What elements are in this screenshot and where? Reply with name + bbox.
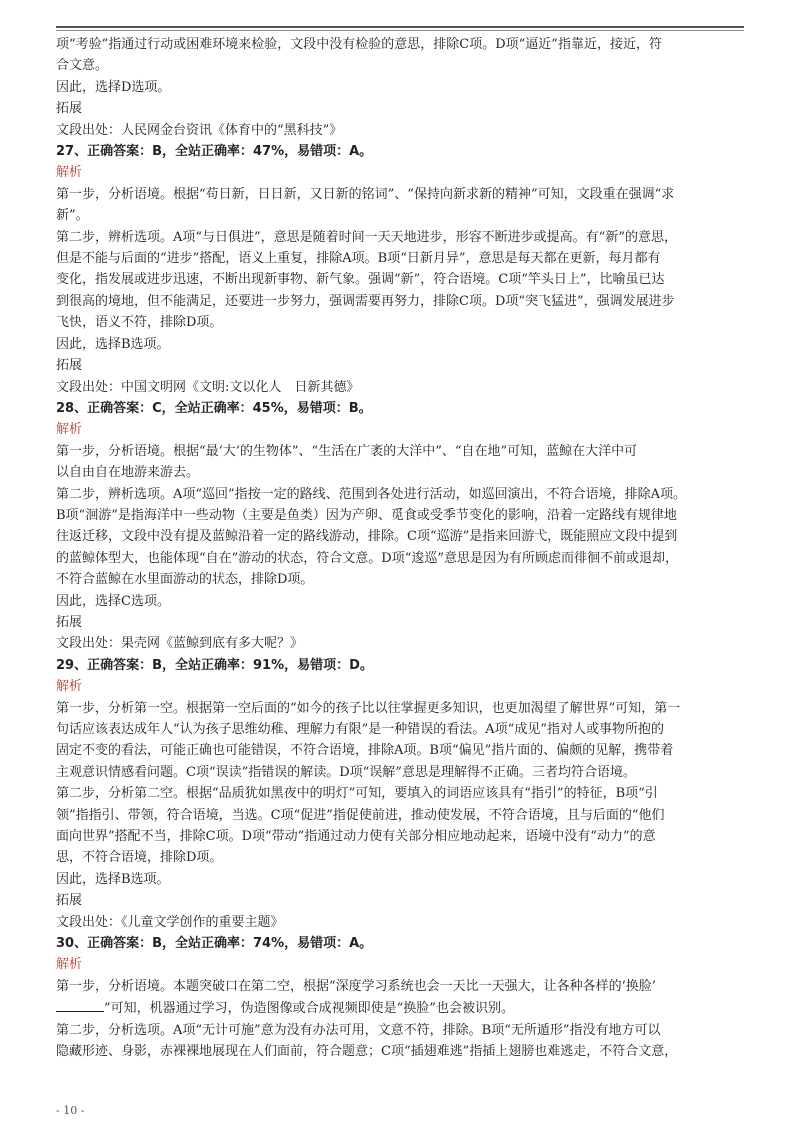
answer-heading: 30、正确答案：B，全站正确率：74%，易错项：A。	[56, 936, 373, 952]
text-line-content: ”可知，机器通过学习，伪造图像或合成视频即使是“换脸”也会被识别。	[104, 1001, 514, 1017]
text-line: B项“洄游”是指海洋中一些动物（主要是鱼类）因为产卵、觅食或受季节变化的影响，沿着一定路线有规律地	[56, 507, 677, 523]
text-line: 文段出处：《儿童文学创作的重要主题》	[56, 914, 284, 930]
text-line: 思，不符合语境，排除D项。	[56, 850, 223, 866]
text-line: 因此，选择B选项。	[56, 336, 170, 352]
text-line: 第二步，辨析选项。A项“与日俱进”，意思是随着时间一天天地进步，形容不断进步或提高。有“新”的意思，	[56, 229, 677, 245]
text-line: 文段出处：中国文明网《文明:文以化人 日新其德》	[56, 379, 360, 395]
text-line: 但是不能与后面的“进步”搭配，语义上重复，排除A项。B项“日新月异”，意思是每天都在更新，每月都有	[56, 251, 661, 267]
text-line: 的蓝鲸体型大，也能体现“自在”游动的状态，符合文意。D项“逡巡”意思是因为有所顾虑而徘徊不前或退却，	[56, 550, 679, 566]
analysis-label: 解析	[56, 957, 83, 973]
text-line: 因此，选择B选项。	[56, 871, 170, 887]
analysis-label: 解析	[56, 679, 83, 695]
text-line: 第二步，辨析选项。A项“巡回”指按一定的路线、范围到各处进行活动，如巡回演出，不符合语境，排除A项。	[56, 486, 687, 502]
fill-blank	[56, 997, 104, 1012]
text-line: 以自由自在地游来游去。	[56, 465, 200, 481]
text-line: 固定不变的看法，可能正确也可能错误，不符合语境，排除A项。B项“偏见”指片面的、偏颇的见解，携带着	[56, 743, 674, 759]
page-number: - 10 -	[56, 1104, 85, 1117]
top-rule	[56, 26, 744, 28]
text-line: 拓展	[56, 101, 83, 117]
text-line: 第一步，分析第一空。根据第一空后面的“如今的孩子比以往掌握更多知识，也更加渴望了解世界”可知，第一	[56, 700, 681, 716]
text-line: 文段出处：果壳网《蓝鲸到底有多大呢？》	[56, 636, 304, 652]
document-body	[56, 34, 746, 1063]
text-line: 领”指指引、带领，符合语境，当选。C项“促进”指促使前进，推动使发展，不符合语境，且与后面的“他们	[56, 807, 665, 823]
text-line: 拓展	[56, 893, 83, 909]
text-line: 合文意。	[56, 58, 109, 74]
top-rule-thin	[56, 30, 744, 31]
text-line: 不符合蓝鲸在水里面游动的状态，排除D项。	[56, 572, 314, 588]
text-line: 因此，选择D选项。	[56, 79, 171, 95]
text-line: 变化，指发展或进步迅速，不断出现新事物、新气象。强调“新”，符合语境。C项“竿头日上”，比喻虽已达	[56, 272, 665, 288]
text-line: 主观意识情感看问题。C项“误读”指错误的解读。D项“误解”意思是理解得不正确。三者均符合语境。	[56, 764, 636, 780]
analysis-label: 解析	[56, 422, 83, 438]
text-line: 第一步，分析语境。根据“苟日新，日日新，又日新的铭词”、“保持向新求新的精神”可知，文段重在强调“求	[56, 186, 675, 202]
text-line: 第二步，分析第二空。根据“品质犹如黑夜中的明灯”可知，要填入的词语应该具有“指引”的特征，B项“引	[56, 786, 658, 802]
text-line	[56, 997, 746, 1019]
text-line: 第一步，分析语境。根据“最‘大’的生物体”、“生活在广袤的大洋中”、“自在地”可知，蓝鲸在大洋中可	[56, 443, 638, 459]
text-line: 新”。	[56, 208, 89, 224]
text-line: 文段出处：人民网金台资讯《体育中的“黑科技”》	[56, 122, 343, 138]
text-line: 飞快，语义不符，排除D项。	[56, 315, 223, 331]
text-line: 拓展	[56, 614, 83, 630]
text-line: 隐藏形迹、身影，赤裸裸地展现在人们面前，符合题意；C项“插翅难逃”指插上翅膀也难逃走，不符合文意，	[56, 1044, 678, 1060]
analysis-label: 解析	[56, 165, 83, 181]
answer-heading: 28、正确答案：C，全站正确率：45%，易错项：B。	[56, 400, 372, 416]
text-line: 拓展	[56, 358, 83, 374]
text-line: 句话应该表达成年人“认为孩子思维幼稚、理解力有限”是一种错误的看法。A项“成见”指对人或事物所抱的	[56, 722, 664, 737]
answer-heading: 27、正确答案：B，全站正确率：47%，易错项：A。	[56, 144, 373, 160]
text-line: 面向世界”搭配不当，排除C项。D项“带动”指通过动力使有关部分相应地动起来，语境中没有“动力”的意	[56, 829, 656, 845]
text-line: 到很高的境地，但不能满足，还要进一步努力，强调需要再努力，排除C项。D项“突飞猛进”，强调发展进步	[56, 293, 675, 309]
text-line: 项“考验”指通过行动或困难环境来检验，文段中没有检验的意思，排除C项。D项“逼近”指靠近，接近，符	[56, 37, 662, 52]
text-line: 第二步，分析选项。A项“无计可施”意为没有办法可用，文意不符，排除。B项“无所遁形”指没有地方可以	[56, 1022, 661, 1038]
text-line: 往返迁移，文段中没有提及蓝鲸沿着一定的路线游动，排除。C项“巡游”是指来回游弋，既能照应文段中提到	[56, 529, 678, 545]
text-line: 第一步，分析语境。本题突破口在第二空，根据“深度学习系统也会一天比一天强大，让各种各样的‘换脸’	[56, 978, 656, 994]
text-line: 因此，选择C选项。	[56, 593, 170, 609]
answer-heading: 29、正确答案：B，全站正确率：91%，易错项：D。	[56, 657, 373, 673]
